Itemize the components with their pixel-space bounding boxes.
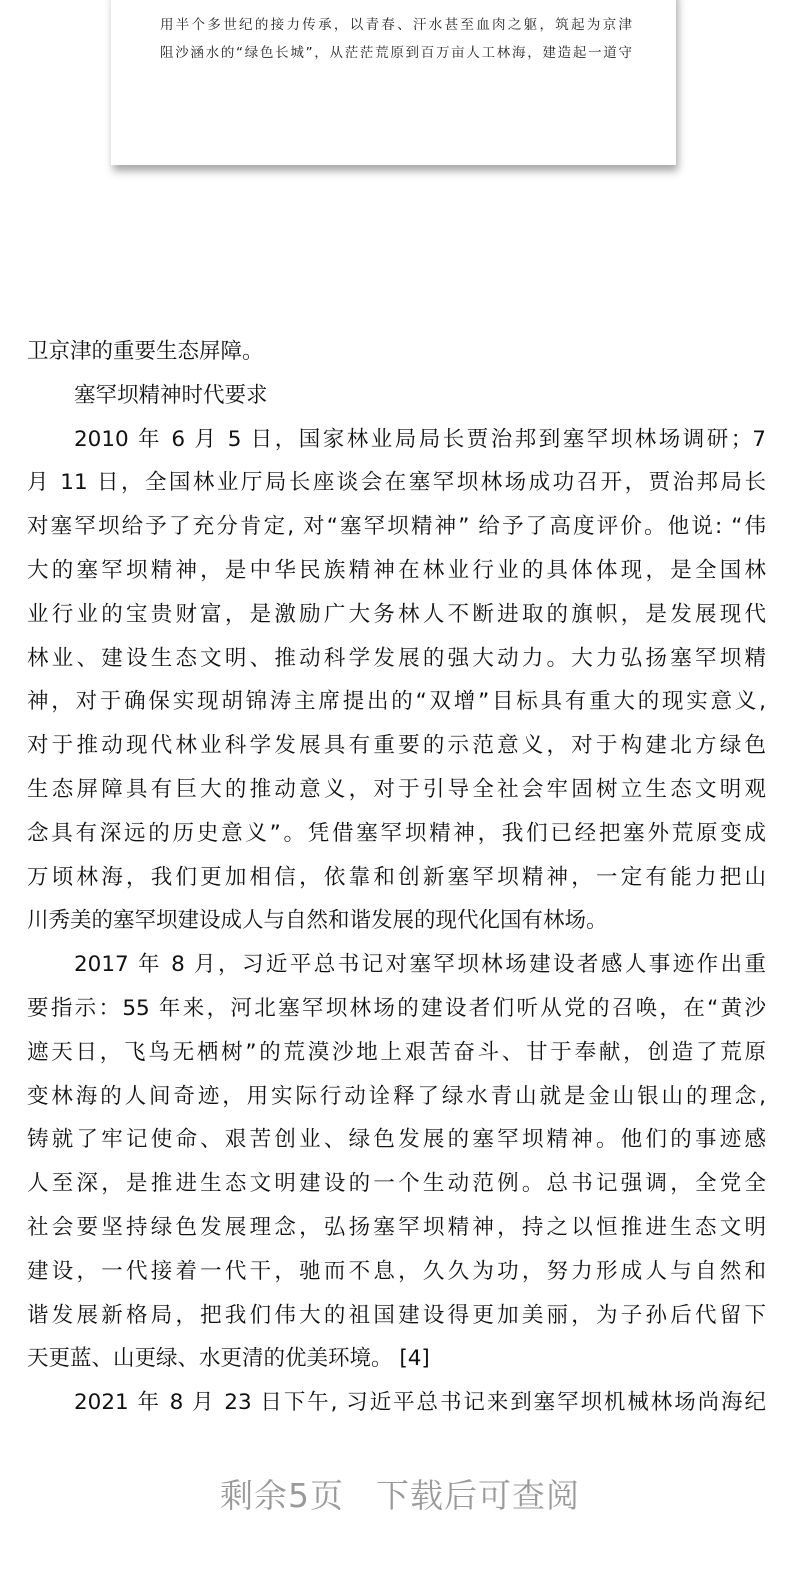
body-text-line: 对塞罕坝给予了充分肯定, 对“塞罕坝精神” 给予了高度评价。他说: “伟 — [27, 514, 766, 540]
preview-page-card — [111, 0, 676, 165]
body-text-line: 林业、建设生态文明、推动科学发展的强大动力。大力弘扬塞罕坝精 — [27, 645, 766, 671]
body-text-line: 人至深，是推进生态文明建设的一个生动范例。总书记强调，全党全 — [27, 1171, 766, 1197]
body-text-line: 天更蓝、山更绿、水更清的优美环境。 [4] — [27, 1346, 430, 1372]
body-text-line: 社会要坚持绿色发展理念，弘扬塞罕坝精神，持之以恒推进生态文明 — [27, 1214, 766, 1240]
body-text-line: 大的塞罕坝精神，是中华民族精神在林业行业的具体体现，是全国林 — [27, 557, 766, 583]
body-text-line: 变林海的人间奇迹，用实际行动诠释了绿水青山就是金山银山的理念, — [27, 1083, 766, 1109]
body-text-line: 神，对于确保实现胡锦涛主席提出的“双增”目标具有重大的现实意义, — [27, 689, 766, 715]
body-text-line: 万顷林海，我们更加相信，依靠和创新塞罕坝精神，一定有能力把山 — [27, 864, 766, 890]
body-text-line: 遮天日，飞鸟无栖树”的荒漠沙地上艰苦奋斗、甘于奉献，创造了荒原 — [27, 1039, 766, 1065]
body-text-line: 建设，一代接着一代干，驰而不息，久久为功，努力形成人与自然和 — [27, 1258, 766, 1284]
body-text-line: 月 11 日，全国林业厅局长座谈会在塞罕坝林场成功召开，贾治邦局长 — [27, 470, 766, 496]
body-text-line: 2017 年 8 月，习近平总书记对塞罕坝林场建设者感人事迹作出重 — [74, 952, 766, 978]
body-text-line: 2021 年 8 月 23 日下午, 习近平总书记来到塞罕坝机械林场尚海纪 — [74, 1390, 766, 1416]
download-to-view-label[interactable]: 下载后可查阅 — [376, 1476, 580, 1515]
download-prompt[interactable] — [0, 1470, 800, 1517]
body-text-line: 2010 年 6 月 5 日，国家林业局局长贾治邦到塞罕坝林场调研；7 — [74, 426, 766, 452]
body-text-line: 谐发展新格局，把我们伟大的祖国建设得更加美丽，为子孙后代留下 — [27, 1302, 766, 1328]
remaining-pages-label: 剩余5页 — [220, 1476, 344, 1515]
body-text-line: 要指示：55 年来，河北塞罕坝林场的建设者们听从党的召唤，在“黄沙 — [27, 995, 766, 1021]
card-text-line: 阻沙涵水的“绿色长城”，从茫茫荒原到百万亩人工林海，建造起一道守 — [160, 45, 632, 61]
body-text-line: 念具有深远的历史意义”。凭借塞罕坝精神，我们已经把塞外荒原变成 — [27, 820, 766, 846]
body-text-line: 卫京津的重要生态屏障。 — [27, 339, 264, 364]
body-text-line: 业行业的宝贵财富，是激励广大务林人不断进取的旗帜，是发展现代 — [27, 601, 766, 627]
body-text-line: 铸就了牢记使命、艰苦创业、绿色发展的塞罕坝精神。他们的事迹感 — [27, 1127, 766, 1153]
body-text-line: 生态屏障具有巨大的推动意义，对于引导全社会牢固树立生态文明观 — [27, 776, 766, 802]
card-text-line: 用半个多世纪的接力传承，以青春、汗水甚至血肉之躯，筑起为京津 — [160, 17, 632, 33]
body-text-line: 塞罕坝精神时代要求 — [74, 382, 268, 408]
body-text-line: 对于推动现代林业科学发展具有重要的示范意义，对于构建北方绿色 — [27, 733, 766, 759]
body-text-line: 川秀美的塞罕坝建设成人与自然和谐发展的现代化国有林场。 — [27, 908, 608, 934]
document-body — [27, 330, 766, 1425]
